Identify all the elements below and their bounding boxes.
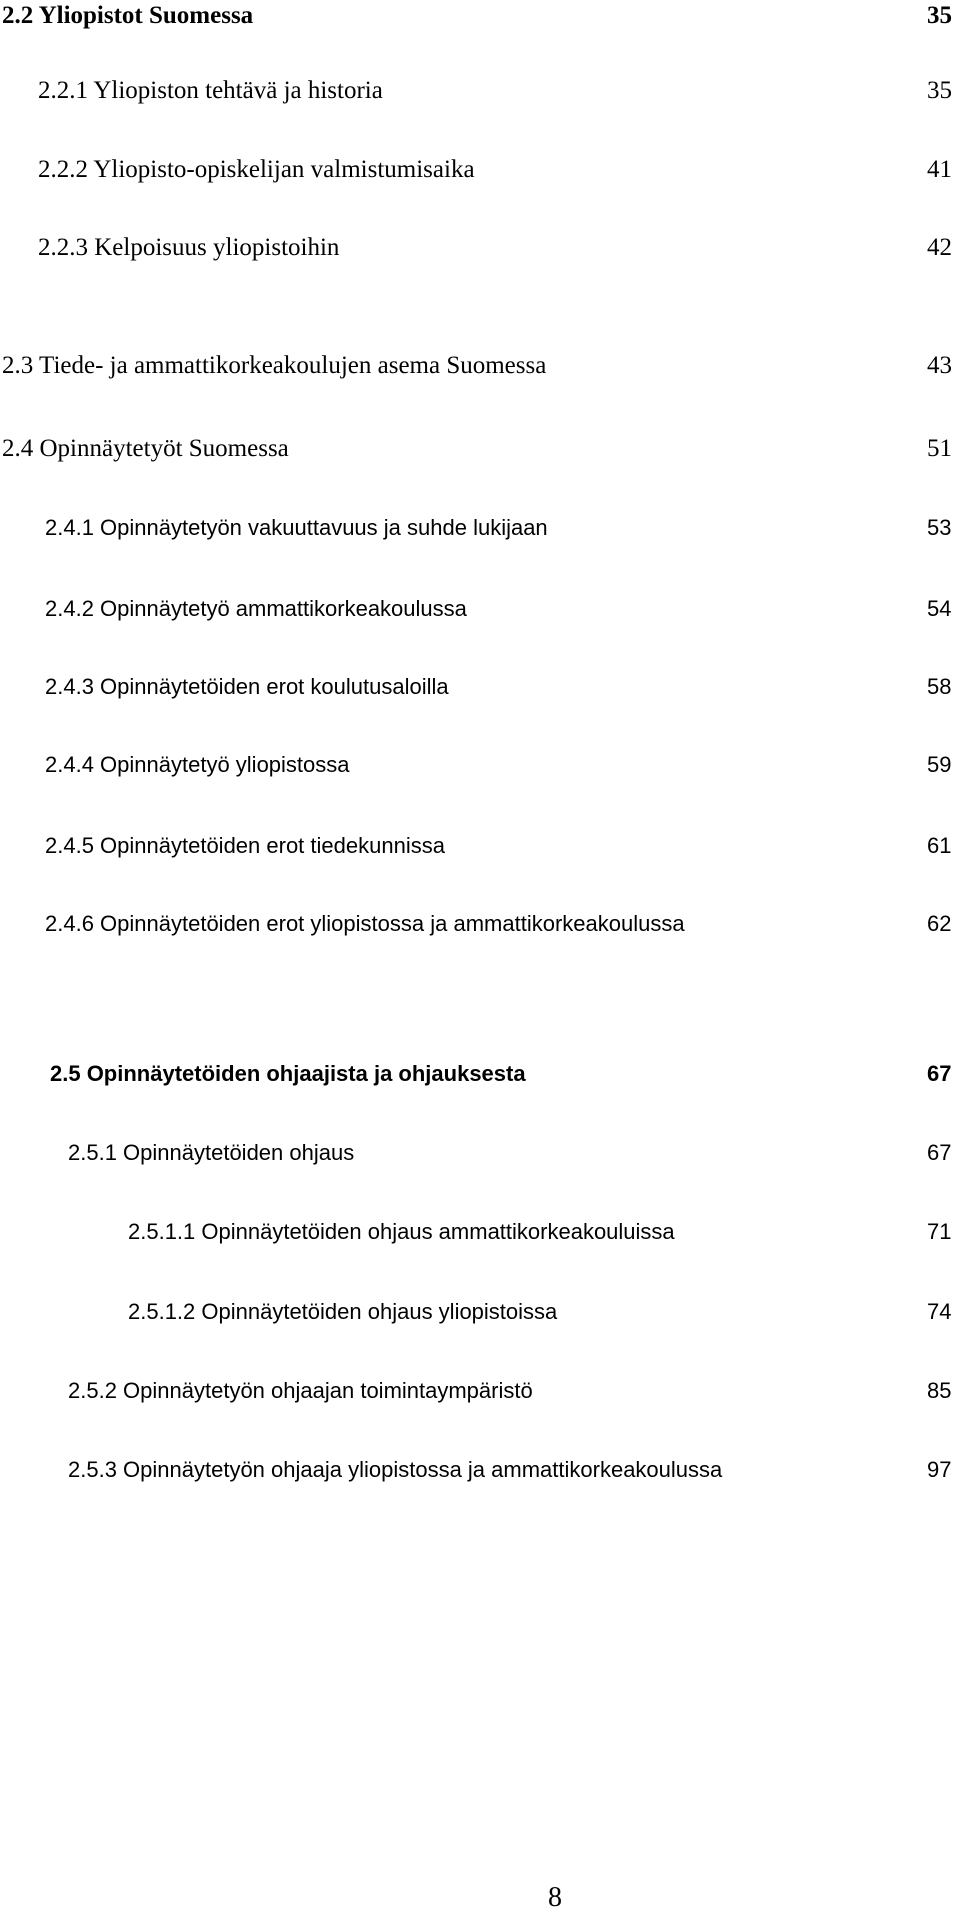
toc-entry-title: 2.5.3 Opinnäytetyön ohjaaja yliopistossa ja ammattikorkeakoulussa (68, 1457, 723, 1482)
toc-entry (0, 1054, 960, 1094)
toc-entry-page: 62 (927, 911, 952, 936)
toc-entry-title: 2.2.3 Kelpoisuus yliopistoihin (38, 234, 340, 261)
toc-entry (0, 228, 960, 268)
page-number: 8 (548, 1882, 562, 1913)
toc-entry-page: 71 (927, 1219, 952, 1244)
toc-entry-page: 85 (927, 1378, 952, 1403)
toc-entry-title: 2.5 Opinnäytetöiden ohjaajista ja ohjauksesta (50, 1061, 526, 1086)
toc-entry (0, 508, 960, 548)
toc-entry (0, 0, 960, 36)
toc-entry (0, 745, 960, 785)
toc-entry-page: 43 (927, 352, 952, 379)
toc-entry-title: 2.4.1 Opinnäytetyön vakuuttavuus ja suhde lukijaan (45, 515, 548, 540)
toc-entry-page: 42 (927, 234, 952, 261)
toc-entry-title: 2.5.1 Opinnäytetöiden ohjaus (68, 1140, 355, 1165)
toc-entry-title: 2.4.2 Opinnäytetyö ammattikorkeakoulussa (45, 596, 467, 621)
toc-entry (0, 150, 960, 190)
toc-entry-title: 2.4.5 Opinnäytetöiden erot tiedekunnissa (45, 833, 445, 858)
toc-entry (0, 1450, 960, 1490)
toc-entry-page: 54 (927, 596, 952, 621)
toc-entry-title: 2.2 Yliopistot Suomessa (2, 2, 254, 29)
toc-entry-page: 51 (927, 435, 952, 462)
toc-entry (0, 1371, 960, 1411)
toc-entry-page: 67 (927, 1140, 952, 1165)
toc-entry (0, 1133, 960, 1173)
toc-entry-title: 2.5.2 Opinnäytetyön ohjaajan toimintaympäristö (68, 1378, 533, 1403)
toc-entry-title: 2.4.6 Opinnäytetöiden erot yliopistossa ja ammattikorkeakoulussa (45, 911, 685, 936)
toc-entry (0, 589, 960, 629)
toc-entry (0, 826, 960, 866)
toc-entry-title: 2.5.1.2 Opinnäytetöiden ohjaus yliopistoissa (128, 1299, 558, 1324)
toc-entry-page: 58 (927, 674, 952, 699)
toc-entry-page: 74 (927, 1299, 952, 1324)
toc-entry-page: 97 (927, 1457, 952, 1482)
toc-entry (0, 667, 960, 707)
toc-entry-page: 41 (927, 156, 952, 183)
toc-entry (0, 71, 960, 111)
toc-entry-page: 53 (927, 515, 952, 540)
toc-entry-title: 2.4 Opinnäytetyöt Suomessa (2, 435, 289, 462)
toc-entry (0, 1212, 960, 1252)
toc-entry-page: 67 (927, 1061, 952, 1086)
toc-entry-title: 2.5.1.1 Opinnäytetöiden ohjaus ammattikorkeakouluissa (128, 1219, 675, 1244)
toc-entry-title: 2.4.3 Opinnäytetöiden erot koulutusaloilla (45, 674, 449, 699)
toc-entry-page: 35 (927, 77, 952, 104)
toc-entry-title: 2.3 Tiede- ja ammattikorkeakoulujen asema Suomessa (2, 352, 547, 379)
toc-entry (0, 1292, 960, 1332)
toc-entry-title: 2.4.4 Opinnäytetyö yliopistossa (45, 752, 350, 777)
toc-entry-page: 35 (927, 2, 952, 29)
page-footer (0, 1878, 960, 1918)
toc-entry (0, 904, 960, 944)
toc-entry-page: 61 (927, 833, 952, 858)
toc-entry (0, 346, 960, 386)
toc-entry-title: 2.2.2 Yliopisto-opiskelijan valmistumisaika (38, 156, 475, 183)
toc-entry (0, 429, 960, 469)
toc-entry-title: 2.2.1 Yliopiston tehtävä ja historia (38, 77, 383, 104)
toc-entry-page: 59 (927, 752, 952, 777)
